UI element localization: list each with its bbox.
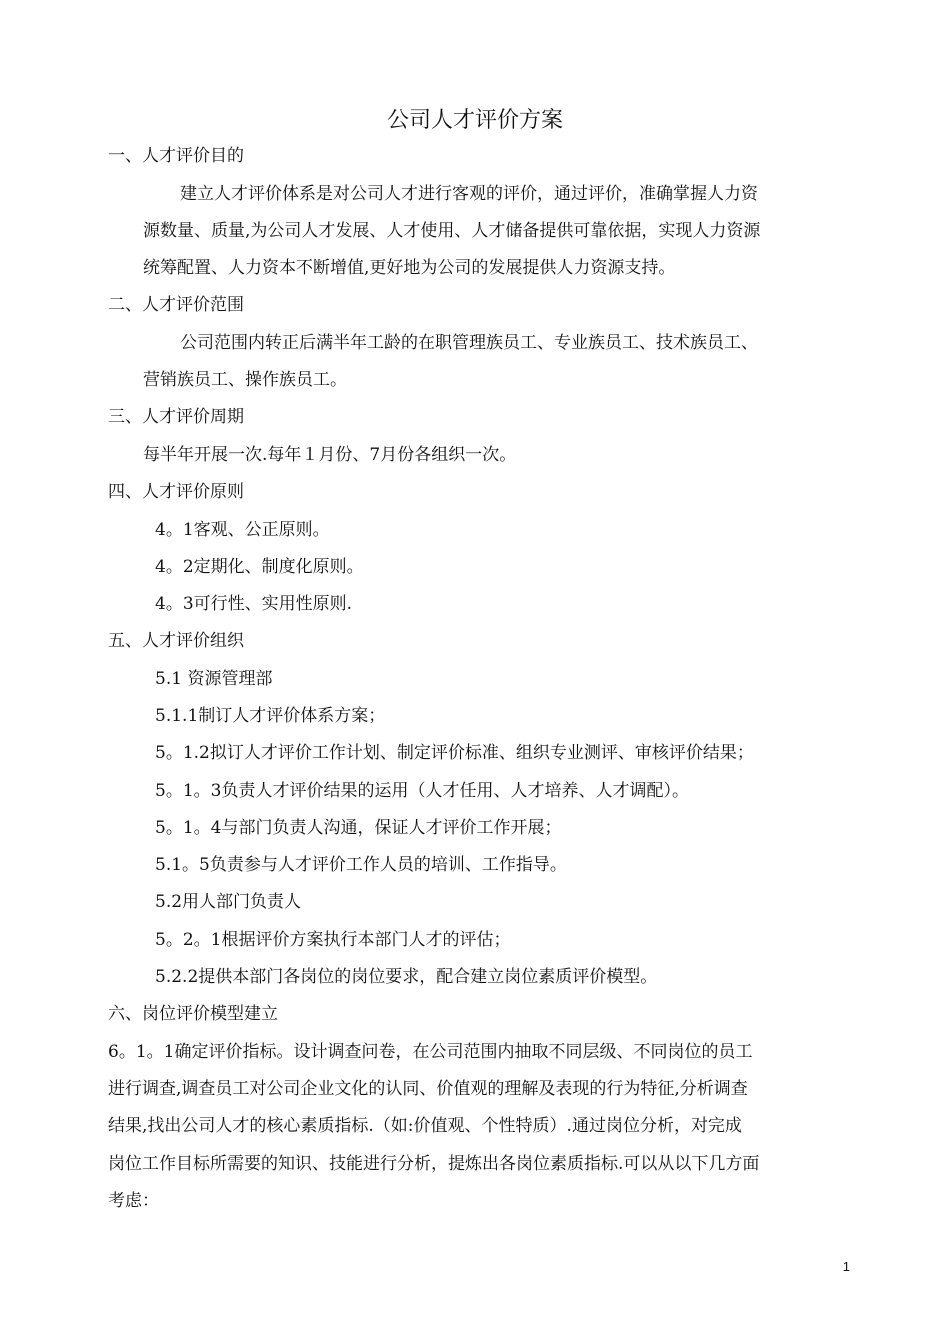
paragraph-line: 源数量、质量,为公司人才发展、人才使用、人才储备提供可靠依据，实现人力资源 <box>143 221 761 241</box>
section-heading: 四、人才评价原则 <box>108 482 244 502</box>
paragraph-line: 岗位工作目标所需要的知识、技能进行分析，提炼出各岗位素质指标.可以从以下几方面 <box>108 1154 760 1174</box>
list-item: 5。1。4与部门负责人沟通，保证人才评价工作开展； <box>155 818 562 838</box>
section-heading: 六、岗位评价模型建立 <box>108 1004 278 1024</box>
subsection-heading: 5.2用人部门负责人 <box>155 892 302 912</box>
page-number: 1 <box>842 1259 850 1274</box>
list-item: 5。2。1根据评价方案执行本部门人才的评估； <box>155 930 511 950</box>
list-item: 5.1。5负责参与人才评价工作人员的培训、工作指导。 <box>155 855 567 875</box>
paragraph-line: 结果,找出公司人才的核心素质指标.（如:价值观、个性特质）.通过岗位分析，对完成 <box>108 1116 742 1136</box>
paragraph-line: 进行调查,调查员工对公司企业文化的认同、价值观的理解及表现的行为特征,分析调查 <box>108 1079 748 1099</box>
section-heading: 三、人才评价周期 <box>108 407 244 427</box>
list-item: 5.2.2提供本部门各岗位的岗位要求，配合建立岗位素质评价模型。 <box>155 967 658 987</box>
list-item: 5。1。3负责人才评价结果的运用（人才任用、人才培养、人才调配）。 <box>155 781 689 801</box>
section-heading: 五、人才评价组织 <box>108 631 244 651</box>
list-item: 4。2定期化、制度化原则。 <box>155 557 364 577</box>
list-item: 4。1客观、公正原则。 <box>155 520 330 540</box>
paragraph-line: 公司范围内转正后满半年工龄的在职管理族员工、专业族员工、技术族员工、 <box>180 333 758 353</box>
paragraph-line: 统筹配置、人力资本不断增值,更好地为公司的发展提供人力资源支持。 <box>143 258 676 278</box>
list-item: 5。1.2拟订人才评价工作计划、制定评价标准、组织专业测评、审核评价结果； <box>155 743 754 763</box>
paragraph-line: 每半年开展一次.每年１月份、7月份各组织一次。 <box>143 445 517 465</box>
list-item: 4。3可行性、实用性原则. <box>155 594 353 614</box>
document-title: 公司人才评价方案 <box>386 108 563 133</box>
subsection-heading: 5.1 资源管理部 <box>155 669 273 689</box>
paragraph-line: 6。1。1确定评价指标。设计调查问卷，在公司范围内抽取不同层级、不同岗位的员工 <box>108 1042 753 1062</box>
section-heading: 一、人才评价目的 <box>108 146 244 166</box>
paragraph-line: 营销族员工、操作族员工。 <box>143 370 347 390</box>
paragraph-line: 建立人才评价体系是对公司人才进行客观的评价，通过评价，准确掌握人力资 <box>180 184 758 204</box>
paragraph-line: 考虑： <box>108 1191 159 1211</box>
list-item: 5.1.1制订人才评价体系方案； <box>155 706 386 726</box>
section-heading: 二、人才评价范围 <box>108 295 244 315</box>
